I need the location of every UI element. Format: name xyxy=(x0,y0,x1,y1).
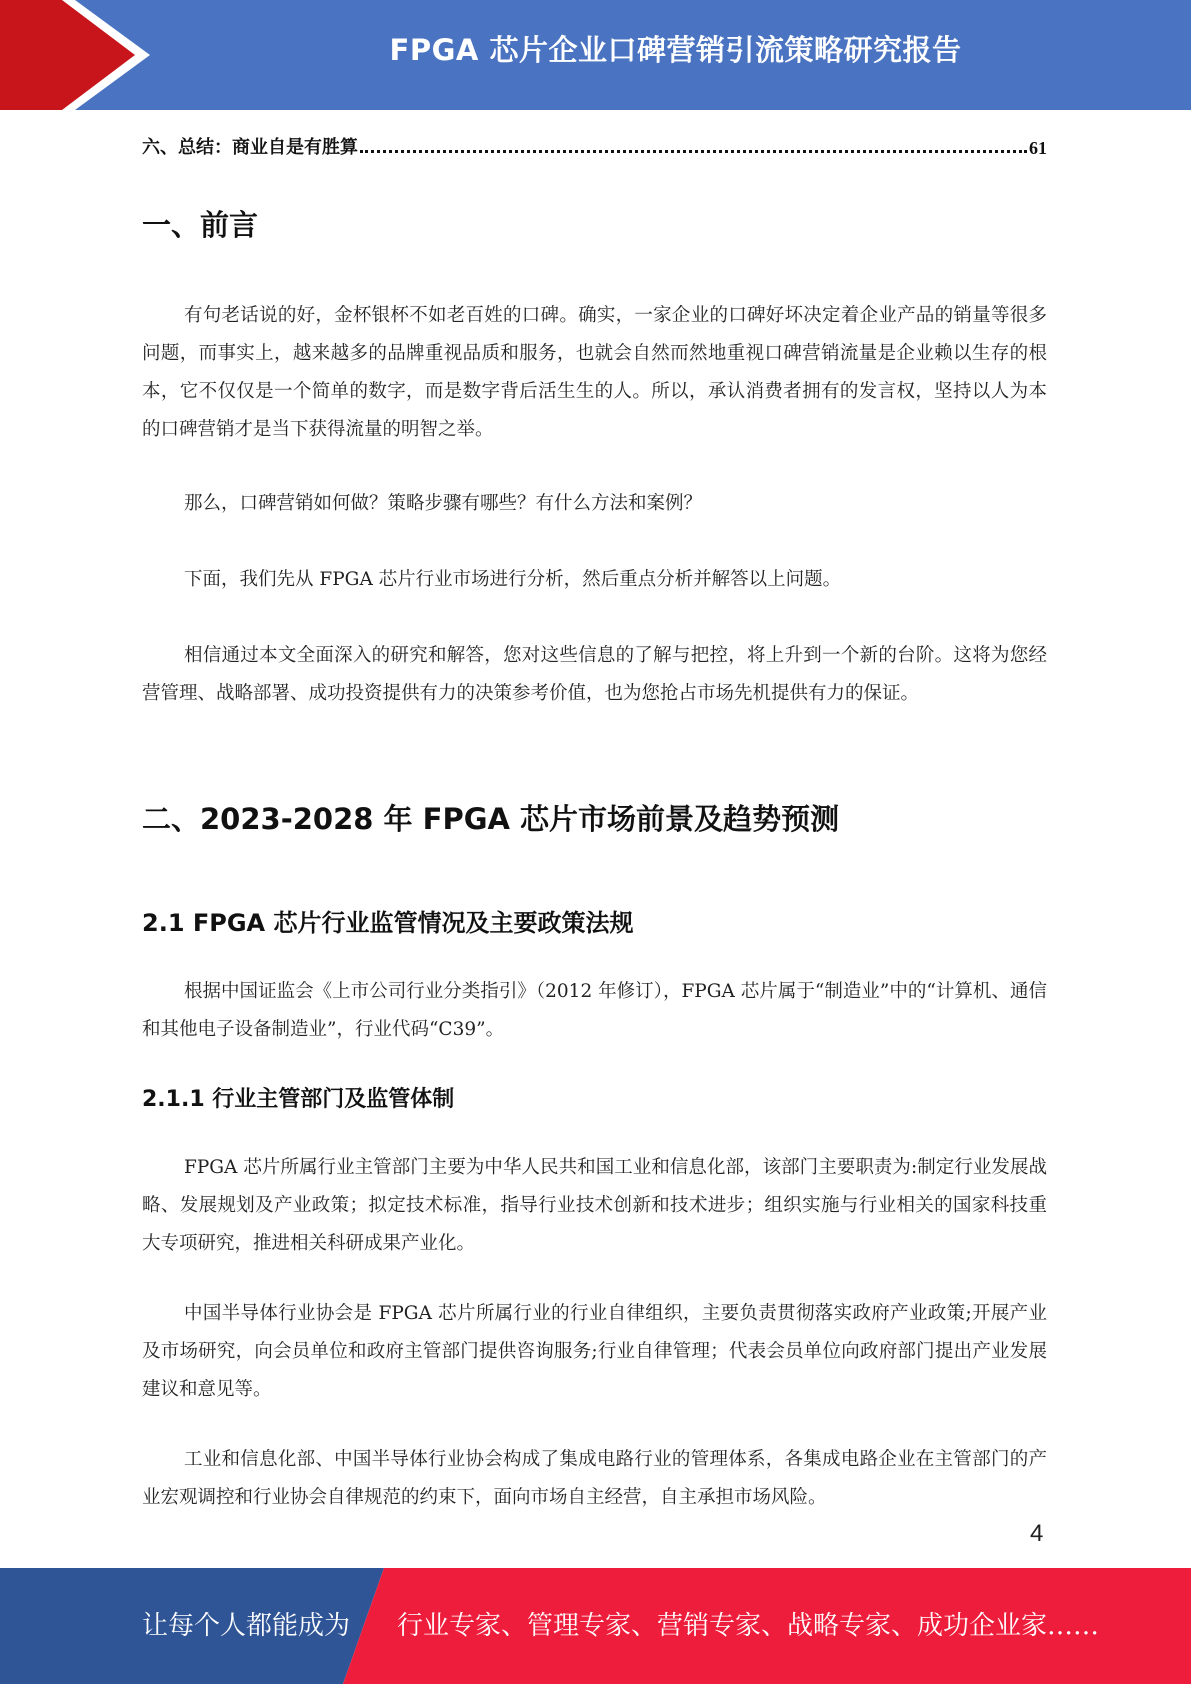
paragraph: 那么，口碑营销如何做？策略步骤有哪些？有什么方法和案例？ xyxy=(184,493,703,514)
toc-entry-label: 六、总结：商业自是有胜算 xyxy=(142,137,358,157)
paragraph: 工业和信息化部、中国半导体行业协会构成了集成电路行业的管理体系，各集成电路企业在主管部门的产业宏观调控和行业协会自律规范的约束下，面向市场自主经营，自主承担市场风险。 xyxy=(142,1449,1047,1508)
section-heading-market-outlook: 二、2023-2028 年 FPGA 芯片市场前景及趋势预测 xyxy=(142,802,840,836)
toc-leader-dots xyxy=(360,150,1027,153)
paragraph: 中国半导体行业协会是 FPGA 芯片所属行业的行业自律组织，主要负责贯彻落实政府产业政策;开展产业及市场研究，向会员单位和政府主管部门提供咨询服务;行业自律管理；代表会员单位向政府部门提出产业发展建议和意见等。 xyxy=(142,1303,1047,1400)
page-header xyxy=(0,0,1191,110)
section-heading-preface: 一、前言 xyxy=(142,208,259,242)
page-number: 4 xyxy=(1030,1520,1044,1547)
paragraph: 根据中国证监会《上市公司行业分类指引》（2012 年修订），FPGA 芯片属于“制造业”中的“计算机、通信和其他电子设备制造业”，行业代码“C39”。 xyxy=(142,981,1047,1040)
paragraph: 有句老话说的好，金杯银杯不如老百姓的口碑。确实，一家企业的口碑好坏决定着企业产品的销量等很多问题，而事实上，越来越多的品牌重视品质和服务，也就会自然而然地重视口碑营销流量是企业赖以生存的根本，它不仅仅是一个简单的数字，而是数字背后活生生的人。所以，承认消费者拥有的发言权，坚持以人为本的口碑营销才是当下获得流量的明智之举。 xyxy=(142,305,1047,440)
paragraph: FPGA 芯片所属行业主管部门主要为中华人民共和国工业和信息化部，该部门主要职责为:制定行业发展战略、发展规划及产业政策；拟定技术标准，指导行业技术创新和技术进步；组织实施与行业相关的国家科技重大专项研究，推进相关科研成果产业化。 xyxy=(142,1157,1047,1254)
page-footer xyxy=(0,1568,1191,1684)
subsection-heading-authorities: 2.1.1 行业主管部门及监管体制 xyxy=(142,1087,455,1112)
subsection-heading-regulation: 2.1 FPGA 芯片行业监管情况及主要政策法规 xyxy=(142,909,634,937)
header-chevron-icon xyxy=(0,0,160,110)
footer-slogan-right: 行业专家、管理专家、营销专家、战略专家、成功企业家…… xyxy=(397,1611,1100,1641)
footer-slogan-left: 让每个人都能成为 xyxy=(142,1611,351,1641)
paragraph: 相信通过本文全面深入的研究和解答，您对这些信息的了解与把控，将上升到一个新的台阶。这将为您经营管理、战略部署、成功投资提供有力的决策参考价值，也为您抢占市场先机提供有力的保证。 xyxy=(142,645,1047,704)
paragraph: 下面，我们先从 FPGA 芯片行业市场进行分析，然后重点分析并解答以上问题。 xyxy=(184,569,842,590)
toc-entry-page: 61 xyxy=(1029,138,1047,158)
toc-entry[interactable] xyxy=(142,131,1047,159)
document-title: FPGA 芯片企业口碑营销引流策略研究报告 xyxy=(389,33,962,67)
